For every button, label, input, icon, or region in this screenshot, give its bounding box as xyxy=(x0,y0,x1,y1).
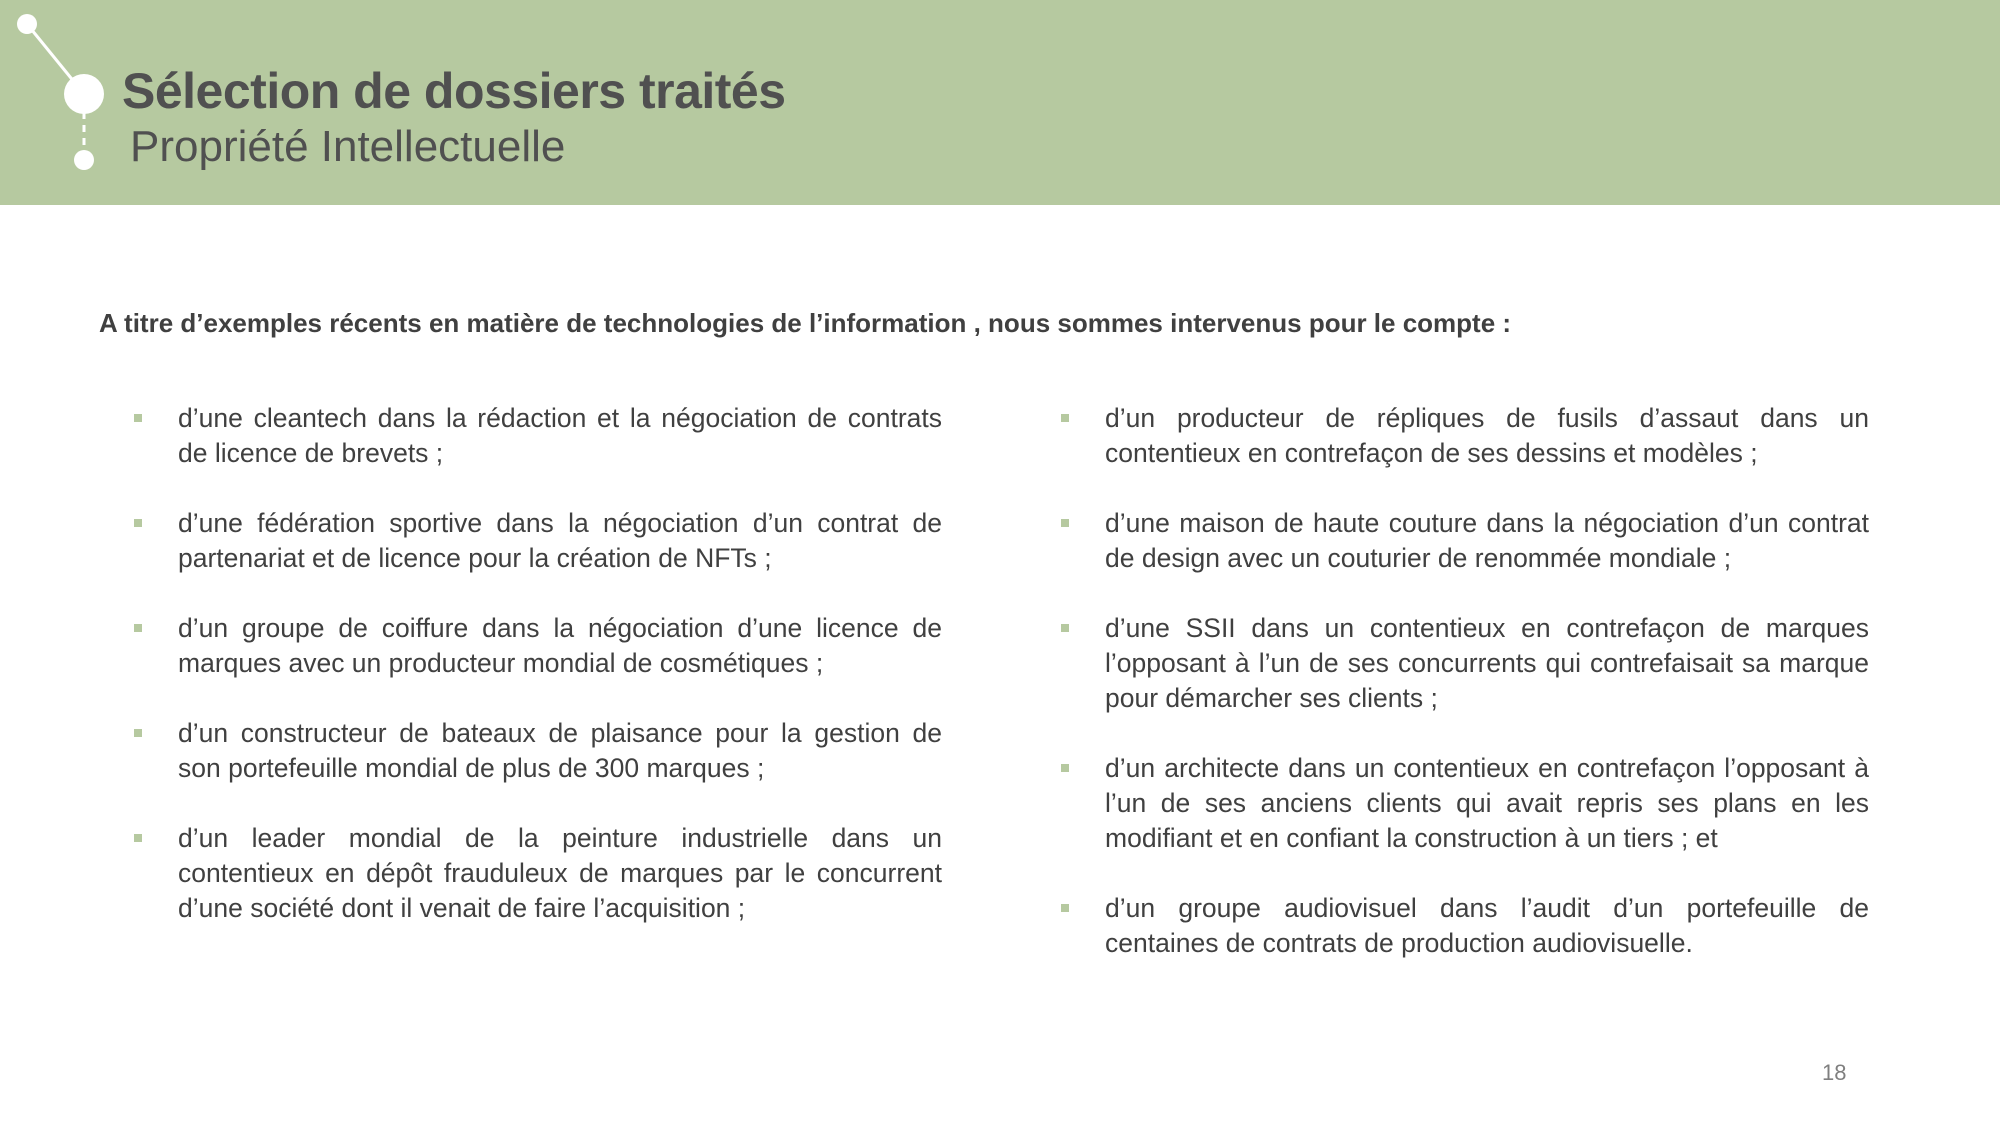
list-item-text: d’un leader mondial de la peinture industrielle dans un contentieux en dépôt frauduleux de marques par le concurrent d’une société dont il venait de faire l’acquisition ; xyxy=(178,823,942,923)
square-bullet-icon xyxy=(134,729,142,737)
list-item xyxy=(178,611,942,681)
square-bullet-icon xyxy=(134,414,142,422)
right-column-list xyxy=(1105,401,1869,996)
list-item-text: d’un producteur de répliques de fusils d’assaut dans un contentieux en contrefaçon de ses dessins et modèles ; xyxy=(1105,403,1869,468)
list-item-text: d’une cleantech dans la rédaction et la négociation de contrats de licence de brevets ; xyxy=(178,403,942,468)
list-item xyxy=(1105,611,1869,716)
square-bullet-icon xyxy=(1061,764,1069,772)
list-item xyxy=(1105,401,1869,471)
square-bullet-icon xyxy=(1061,414,1069,422)
page-subtitle: Propriété Intellectuelle xyxy=(130,122,566,171)
page-number: 18 xyxy=(1822,1060,1847,1085)
square-bullet-icon xyxy=(1061,624,1069,632)
list-item-text: d’une fédération sportive dans la négociation d’un contrat de partenariat et de licence pour la création de NFTs ; xyxy=(178,508,942,573)
intro-text: A titre d’exemples récents en matière de technologies de l’information , nous sommes intervenus pour le compte : xyxy=(99,308,1512,338)
network-logo-icon xyxy=(0,0,140,205)
square-bullet-icon xyxy=(134,834,142,842)
list-item xyxy=(178,401,942,471)
square-bullet-icon xyxy=(1061,519,1069,527)
square-bullet-icon xyxy=(134,519,142,527)
list-item-text: d’une maison de haute couture dans la négociation d’un contrat de design avec un couturier de renommée mondiale ; xyxy=(1105,508,1869,573)
list-item xyxy=(1105,891,1869,961)
left-column-list xyxy=(178,401,942,961)
list-item xyxy=(1105,506,1869,576)
list-item-text: d’un groupe de coiffure dans la négociation d’une licence de marques avec un producteur mondial de cosmétiques ; xyxy=(178,613,942,678)
list-item-text: d’un architecte dans un contentieux en contrefaçon l’opposant à l’un de ses anciens clients qui avait repris ses plans en les modifiant et en confiant la construction à un tiers ; et xyxy=(1105,753,1869,853)
list-item xyxy=(1105,751,1869,856)
list-item-text: d’un constructeur de bateaux de plaisance pour la gestion de son portefeuille mondial de plus de 300 marques ; xyxy=(178,718,942,783)
square-bullet-icon xyxy=(1061,904,1069,912)
header-band xyxy=(0,0,2000,205)
square-bullet-icon xyxy=(134,624,142,632)
page-title: Sélection de dossiers traités xyxy=(122,63,786,119)
list-item-text: d’une SSII dans un contentieux en contrefaçon de marques l’opposant à l’un de ses concurrents qui contrefaisait sa marque pour démarcher ses clients ; xyxy=(1105,613,1869,713)
list-item xyxy=(178,716,942,786)
list-item-text: d’un groupe audiovisuel dans l’audit d’un portefeuille de centaines de contrats de production audiovisuelle. xyxy=(1105,893,1869,958)
list-item xyxy=(178,821,942,926)
list-item xyxy=(178,506,942,576)
